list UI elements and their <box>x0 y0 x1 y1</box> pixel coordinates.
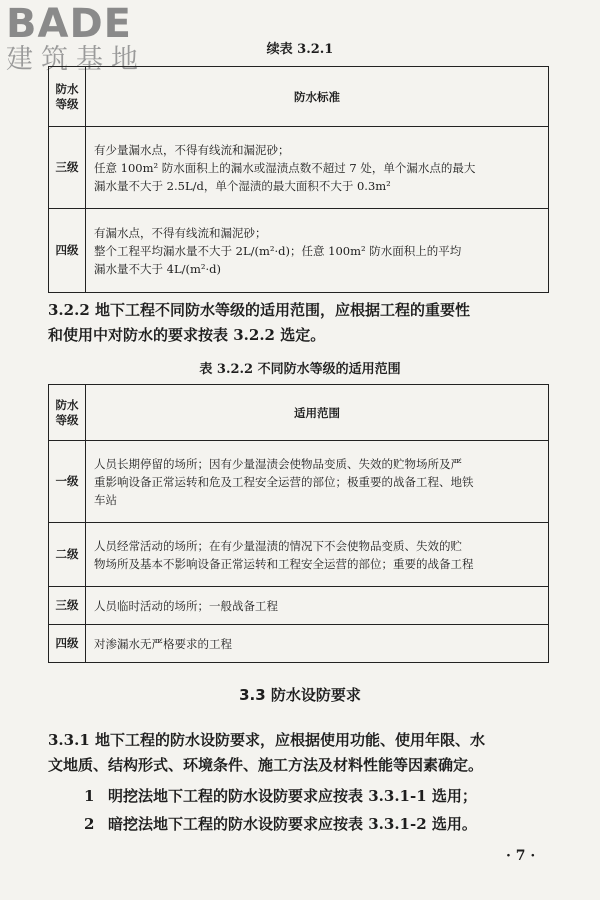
row-level: 三级 <box>49 587 86 625</box>
table-row <box>49 625 549 663</box>
section-title: 3.3 防水设防要求 <box>239 686 361 704</box>
header-level <box>49 385 86 441</box>
item-number: 1 <box>84 787 95 805</box>
row-line: 漏水量不大于 4L/(m²·d) <box>94 261 221 276</box>
row-line: 人员经常活动的场所；在有少量湿渍的情况下不会使物品变质、失效的贮 <box>94 538 462 553</box>
row-content <box>86 523 549 587</box>
row-level: 四级 <box>49 209 86 293</box>
row-line: 车站 <box>94 492 117 507</box>
list-item <box>84 812 477 837</box>
table-row <box>49 127 549 209</box>
para-line: 3.2.2 地下工程不同防水等级的适用范围，应根据工程的重要性 <box>48 301 470 319</box>
item-text: 明挖法地下工程的防水设防要求应按表 3.3.1-1 选用； <box>108 787 477 805</box>
table-cont <box>48 66 549 293</box>
table-row <box>49 587 549 625</box>
row-content <box>86 587 549 625</box>
table-row <box>49 523 549 587</box>
row-level: 一级 <box>49 441 86 523</box>
row-content <box>86 441 549 523</box>
table-row <box>49 209 549 293</box>
item-number: 2 <box>84 815 95 833</box>
row-line: 有少量漏水点，不得有线流和漏泥砂； <box>94 142 290 157</box>
table-322-caption: 表 3.2.2 不同防水等级的适用范围 <box>199 362 401 377</box>
header-level-text: 防水 等级 <box>55 397 79 427</box>
row-line: 漏水量不大于 2.5L/d，单个湿渍的最大面积不大于 0.3m² <box>94 178 391 193</box>
table-cont-caption: 续表 3.2.1 <box>266 42 334 57</box>
para-line: 3.3.1 地下工程的防水设防要求，应根据使用功能、使用年限、水 <box>48 731 485 749</box>
header-content: 适用范围 <box>86 385 549 441</box>
row-line: 人员临时活动的场所；一般战备工程 <box>94 598 278 613</box>
header-level-text: 防水 等级 <box>55 81 79 111</box>
row-line: 人员长期停留的场所；因有少量湿渍会使物品变质、失效的贮物场所及严 <box>94 456 462 471</box>
row-line: 重影响设备正常运转和危及工程安全运营的部位；极重要的战备工程、地铁 <box>94 474 474 489</box>
para-line: 文地质、结构形式、环境条件、施工方法及材料性能等因素确定。 <box>48 756 484 774</box>
row-line: 物场所及基本不影响设备正常运转和工程安全运营的部位；重要的战备工程 <box>94 556 474 571</box>
row-level: 三级 <box>49 127 86 209</box>
row-line: 有漏水点，不得有线流和漏泥砂； <box>94 225 267 240</box>
watermark-cjk: 建筑基地 <box>6 44 146 75</box>
para-3-3-1 <box>48 728 558 778</box>
row-content <box>86 209 549 293</box>
item-text: 暗挖法地下工程的防水设防要求应按表 3.3.1-2 选用。 <box>108 815 477 833</box>
header-content: 防水标准 <box>86 67 549 127</box>
para-line: 和使用中对防水的要求按表 3.2.2 选定。 <box>48 326 326 344</box>
table-322 <box>48 384 549 663</box>
row-line: 任意 100m² 防水面积上的漏水或湿渍点数不超过 7 处，单个漏水点的最大 <box>94 160 476 175</box>
row-content <box>86 625 549 663</box>
row-line: 对渗漏水无严格要求的工程 <box>94 636 232 651</box>
table-cont-header-row <box>49 67 549 127</box>
row-content <box>86 127 549 209</box>
header-level <box>49 67 86 127</box>
para-3-2-2 <box>48 298 558 348</box>
watermark-latin: BADE <box>6 1 132 47</box>
row-line: 整个工程平均漏水量不大于 2L/(m²·d)；任意 100m² 防水面积上的平均 <box>94 243 462 258</box>
list-item <box>84 784 477 809</box>
table-row <box>49 441 549 523</box>
row-level: 二级 <box>49 523 86 587</box>
table-322-header-row <box>49 385 549 441</box>
row-level: 四级 <box>49 625 86 663</box>
page-number: · 7 · <box>506 848 536 864</box>
